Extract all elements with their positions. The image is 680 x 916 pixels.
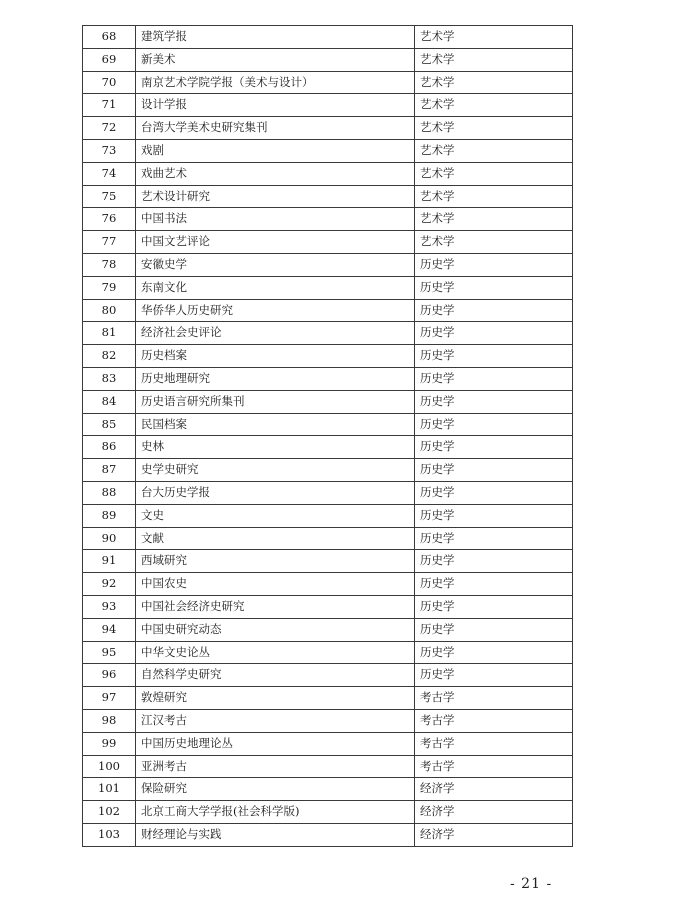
- journal-name-cell: 艺术设计研究: [136, 185, 415, 208]
- subject-cell: 历史学: [415, 345, 573, 368]
- table-row: [83, 208, 573, 231]
- table-row: [83, 162, 573, 185]
- row-number-cell: 98: [83, 709, 136, 732]
- table-row: [83, 732, 573, 755]
- subject-cell: 历史学: [415, 481, 573, 504]
- journal-name-cell: 财经理论与实践: [136, 823, 415, 846]
- row-number-cell: 96: [83, 664, 136, 687]
- row-number-cell: 86: [83, 436, 136, 459]
- table-row: [83, 436, 573, 459]
- journal-name-cell: 民国档案: [136, 413, 415, 436]
- journal-name-cell: 江汉考古: [136, 709, 415, 732]
- journal-name-cell: 文献: [136, 527, 415, 550]
- table-row: [83, 573, 573, 596]
- table-row: [83, 185, 573, 208]
- journal-name-cell: 中国史研究动态: [136, 618, 415, 641]
- table-row: [83, 139, 573, 162]
- row-number-cell: 83: [83, 367, 136, 390]
- subject-cell: 艺术学: [415, 48, 573, 71]
- row-number-cell: 68: [83, 26, 136, 49]
- row-number-cell: 79: [83, 276, 136, 299]
- row-number-cell: 89: [83, 504, 136, 527]
- subject-cell: 艺术学: [415, 71, 573, 94]
- journal-name-cell: 中华文史论丛: [136, 641, 415, 664]
- table-row: [83, 709, 573, 732]
- row-number-cell: 94: [83, 618, 136, 641]
- row-number-cell: 77: [83, 231, 136, 254]
- row-number-cell: 88: [83, 481, 136, 504]
- row-number-cell: 71: [83, 94, 136, 117]
- row-number-cell: 93: [83, 595, 136, 618]
- subject-cell: 历史学: [415, 436, 573, 459]
- row-number-cell: 69: [83, 48, 136, 71]
- journal-name-cell: 敦煌研究: [136, 687, 415, 710]
- subject-cell: 历史学: [415, 276, 573, 299]
- table-row: [83, 755, 573, 778]
- table-row: [83, 687, 573, 710]
- journal-name-cell: 保险研究: [136, 778, 415, 801]
- journal-name-cell: 建筑学报: [136, 26, 415, 49]
- journal-name-cell: 戏剧: [136, 139, 415, 162]
- subject-cell: 历史学: [415, 253, 573, 276]
- row-number-cell: 102: [83, 801, 136, 824]
- journal-name-cell: 戏曲艺术: [136, 162, 415, 185]
- journal-name-cell: 历史语言研究所集刊: [136, 390, 415, 413]
- subject-cell: 经济学: [415, 823, 573, 846]
- journal-name-cell: 台湾大学美术史研究集刊: [136, 117, 415, 140]
- journal-table-body: [83, 26, 573, 847]
- subject-cell: 艺术学: [415, 117, 573, 140]
- row-number-cell: 74: [83, 162, 136, 185]
- row-number-cell: 73: [83, 139, 136, 162]
- journal-name-cell: 中国文艺评论: [136, 231, 415, 254]
- journal-name-cell: 史学史研究: [136, 459, 415, 482]
- row-number-cell: 76: [83, 208, 136, 231]
- subject-cell: 历史学: [415, 459, 573, 482]
- journal-name-cell: 东南文化: [136, 276, 415, 299]
- subject-cell: 历史学: [415, 595, 573, 618]
- row-number-cell: 92: [83, 573, 136, 596]
- page-number: - 21 -: [510, 876, 553, 892]
- subject-cell: 艺术学: [415, 185, 573, 208]
- row-number-cell: 91: [83, 550, 136, 573]
- table-row: [83, 26, 573, 49]
- journal-name-cell: 新美术: [136, 48, 415, 71]
- row-number-cell: 87: [83, 459, 136, 482]
- subject-cell: 艺术学: [415, 162, 573, 185]
- table-row: [83, 231, 573, 254]
- table-row: [83, 276, 573, 299]
- subject-cell: 历史学: [415, 322, 573, 345]
- table-row: [83, 481, 573, 504]
- table-row: [83, 71, 573, 94]
- journal-name-cell: 中国社会经济史研究: [136, 595, 415, 618]
- row-number-cell: 75: [83, 185, 136, 208]
- subject-cell: 历史学: [415, 390, 573, 413]
- table-row: [83, 413, 573, 436]
- table-row: [83, 253, 573, 276]
- table-row: [83, 801, 573, 824]
- subject-cell: 考古学: [415, 687, 573, 710]
- table-row: [83, 664, 573, 687]
- subject-cell: 历史学: [415, 367, 573, 390]
- journal-name-cell: 南京艺术学院学报（美术与设计）: [136, 71, 415, 94]
- journal-name-cell: 中国书法: [136, 208, 415, 231]
- row-number-cell: 90: [83, 527, 136, 550]
- table-row: [83, 117, 573, 140]
- row-number-cell: 72: [83, 117, 136, 140]
- journal-name-cell: 华侨华人历史研究: [136, 299, 415, 322]
- journal-name-cell: 自然科学史研究: [136, 664, 415, 687]
- subject-cell: 经济学: [415, 778, 573, 801]
- subject-cell: 艺术学: [415, 231, 573, 254]
- journal-name-cell: 史林: [136, 436, 415, 459]
- row-number-cell: 82: [83, 345, 136, 368]
- journal-name-cell: 北京工商大学学报(社会科学版): [136, 801, 415, 824]
- table-row: [83, 390, 573, 413]
- journal-name-cell: 设计学报: [136, 94, 415, 117]
- journal-name-cell: 台大历史学报: [136, 481, 415, 504]
- row-number-cell: 97: [83, 687, 136, 710]
- subject-cell: 历史学: [415, 550, 573, 573]
- journal-name-cell: 西域研究: [136, 550, 415, 573]
- row-number-cell: 85: [83, 413, 136, 436]
- table-row: [83, 527, 573, 550]
- subject-cell: 历史学: [415, 618, 573, 641]
- table-row: [83, 595, 573, 618]
- table-row: [83, 618, 573, 641]
- subject-cell: 艺术学: [415, 94, 573, 117]
- journal-name-cell: 历史地理研究: [136, 367, 415, 390]
- journal-name-cell: 文史: [136, 504, 415, 527]
- subject-cell: 历史学: [415, 664, 573, 687]
- table-row: [83, 459, 573, 482]
- subject-cell: 历史学: [415, 641, 573, 664]
- journal-name-cell: 中国农史: [136, 573, 415, 596]
- row-number-cell: 78: [83, 253, 136, 276]
- subject-cell: 艺术学: [415, 26, 573, 49]
- row-number-cell: 70: [83, 71, 136, 94]
- table-row: [83, 94, 573, 117]
- subject-cell: 历史学: [415, 299, 573, 322]
- journal-name-cell: 安徽史学: [136, 253, 415, 276]
- table-row: [83, 504, 573, 527]
- journal-name-cell: 经济社会史评论: [136, 322, 415, 345]
- subject-cell: 考古学: [415, 732, 573, 755]
- row-number-cell: 101: [83, 778, 136, 801]
- table-row: [83, 823, 573, 846]
- table-row: [83, 550, 573, 573]
- table-row: [83, 345, 573, 368]
- subject-cell: 考古学: [415, 709, 573, 732]
- table-row: [83, 299, 573, 322]
- subject-cell: 经济学: [415, 801, 573, 824]
- subject-cell: 考古学: [415, 755, 573, 778]
- subject-cell: 历史学: [415, 504, 573, 527]
- row-number-cell: 84: [83, 390, 136, 413]
- table-row: [83, 367, 573, 390]
- row-number-cell: 103: [83, 823, 136, 846]
- row-number-cell: 80: [83, 299, 136, 322]
- table-row: [83, 778, 573, 801]
- journal-table: [82, 25, 573, 847]
- journal-name-cell: 亚洲考古: [136, 755, 415, 778]
- journal-name-cell: 中国历史地理论丛: [136, 732, 415, 755]
- subject-cell: 历史学: [415, 527, 573, 550]
- subject-cell: 艺术学: [415, 208, 573, 231]
- subject-cell: 艺术学: [415, 139, 573, 162]
- table-row: [83, 322, 573, 345]
- subject-cell: 历史学: [415, 413, 573, 436]
- row-number-cell: 100: [83, 755, 136, 778]
- journal-name-cell: 历史档案: [136, 345, 415, 368]
- row-number-cell: 95: [83, 641, 136, 664]
- table-row: [83, 48, 573, 71]
- subject-cell: 历史学: [415, 573, 573, 596]
- table-row: [83, 641, 573, 664]
- row-number-cell: 81: [83, 322, 136, 345]
- row-number-cell: 99: [83, 732, 136, 755]
